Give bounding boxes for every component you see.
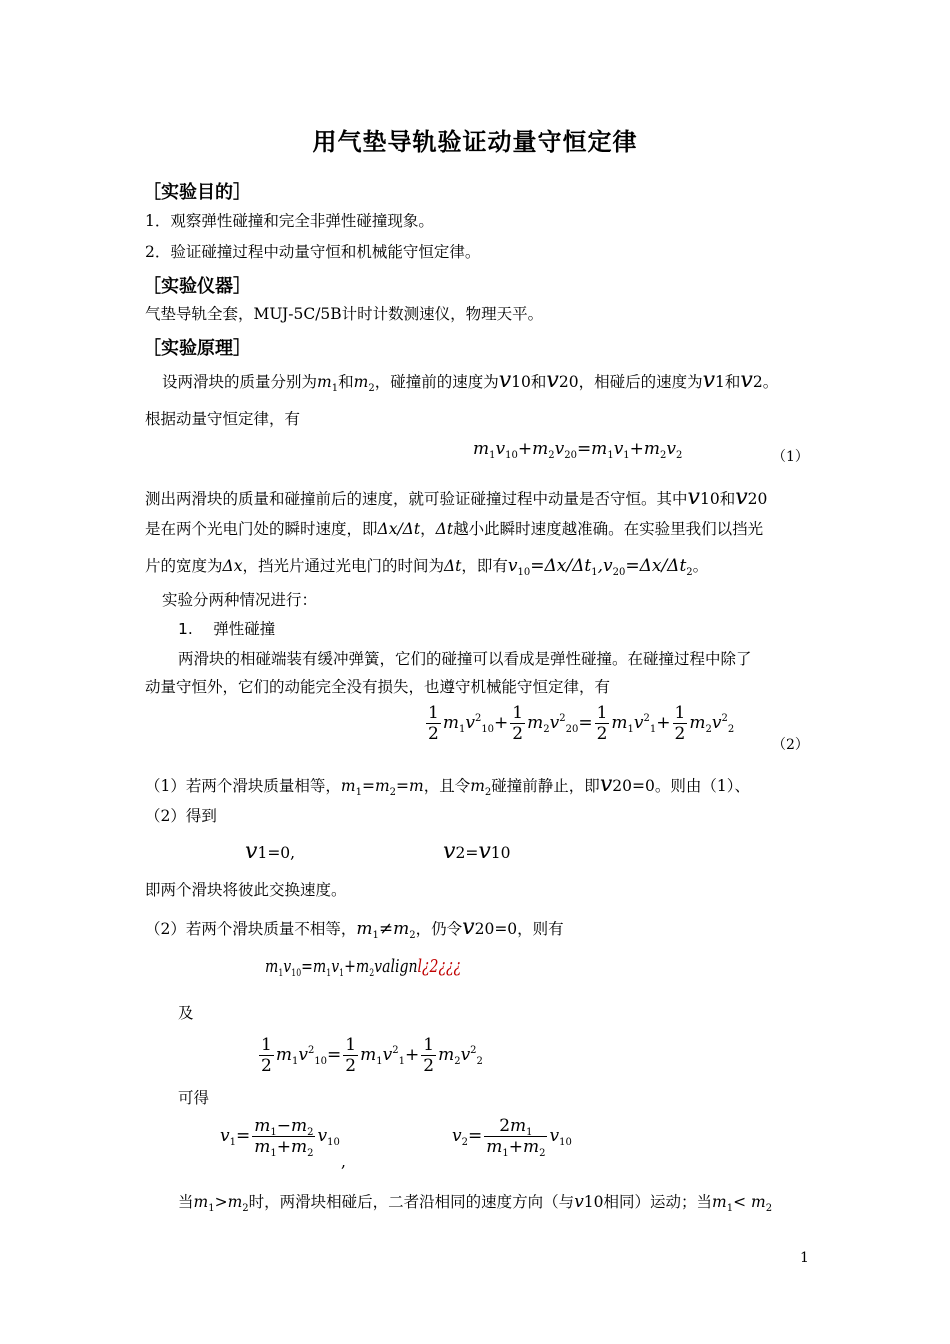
solution-comma: ,	[341, 1153, 346, 1171]
case-1-line-1: （1）若两个滑块质量相等，$m_1=m_2=m$，且令$m_2$碰撞前静止，即v20=0。则由（1）、	[145, 772, 750, 798]
principle-paragraph-line-2: 根据动量守恒定律，有	[145, 410, 301, 428]
last-line: 当$m_1>m_2$时，两滑块相碰后，二者沿相同的速度方向（与v10相同）运动；当$m_1< m_2$	[178, 1192, 773, 1214]
paragraph-3: 实验分两种情况进行：	[162, 591, 318, 609]
result-v1: v1=0,	[245, 839, 296, 864]
case-2-line-1: （2）若两个滑块质量不相等，$m_1\ne m_2$，仍令v20=0，则有	[145, 915, 564, 941]
exchange-text: 即两个滑块将彼此交换速度。	[145, 881, 347, 899]
equation-1-number: （1）	[772, 449, 809, 465]
and-text: 及	[178, 1004, 194, 1022]
purpose-item-2: 2．验证碰撞过程中动量守恒和机械能守恒定律。	[145, 243, 481, 261]
purpose-item-1: 1．观察弹性碰撞和完全非弹性碰撞现象。	[145, 212, 434, 230]
paragraph-2-line-1: 测出两滑块的质量和碰撞前后的速度，就可验证碰撞过程中动量是否守恒。其中v10和v20	[145, 485, 768, 510]
heading-purpose: ［实验目的］	[143, 182, 251, 203]
page-number: 1	[800, 1250, 809, 1266]
equation-1: $m_1v_{10}+m_2v_{20}=m_1v_1+m_2v_2$	[473, 439, 683, 461]
solution-v1: $v_1=$ $\frac{m_1-m_2}{m_1+m_2}$ $v_{10}$	[220, 1116, 340, 1159]
paragraph-2-line-3: 片的宽度为Δx，挡光片通过光电门的时间为Δt，即有$v_{10}=\Delta x/\Delta t_1,v_{20}=\Delta x/\Delta t_2$。	[145, 556, 709, 578]
equation-2: $\frac{1}{2}$ $m_1v^2_{10}+$ $\frac{1}{2}$ $m_2v^2_{20}=$ $\frac{1}{2}$ $m_1v^2_1+$ $\frac{1}{2}$ $m_2v^2_2$	[428, 703, 735, 744]
equation-2-number: （2）	[772, 737, 809, 753]
solution-v2: $v_2=$ $\frac{2m_1}{m_1+m_2}$ $v_{10}$	[452, 1116, 572, 1159]
obtain-text: 可得	[178, 1089, 210, 1107]
case-1-line-2: （2）得到	[145, 807, 217, 825]
principle-paragraph-line-1: 设两滑块的质量分别为$m_1$和$m_2$，碰撞前的速度为v10和v20，相碰后的速度为v1和v2。	[162, 368, 779, 394]
broken-equation: $m_1v_{10}=m_1v_1+m_2valignl¿2¿¿¿$	[265, 956, 462, 979]
heading-instruments: ［实验仪器］	[143, 276, 251, 297]
instruments-text: 气垫导轨全套，MUJ-5C/5B计时计数测速仪，物理天平。	[145, 305, 544, 323]
paragraph-2-line-2: 是在两个光电门处的瞬时速度，即Δx/Δt，Δt越小此瞬时速度越准确。在实验里我们以挡光	[145, 520, 764, 538]
heading-principle: ［实验原理］	[143, 338, 251, 359]
result-v2: v2=v10	[443, 839, 511, 864]
subheading-elastic-collision: 1. 弹性碰撞	[178, 620, 276, 638]
page-title: 用气垫导轨验证动量守恒定律	[312, 128, 638, 156]
paragraph-4-line-1: 两滑块的相碰端装有缓冲弹簧，它们的碰撞可以看成是弹性碰撞。在碰撞过程中除了	[178, 650, 752, 668]
equation-energy: $\frac{1}{2}$ $m_1v^2_{10}=$ $\frac{1}{2}$ $m_1v^2_1+$ $\frac{1}{2}$ $m_2v^2_2$	[261, 1035, 483, 1076]
paragraph-4-line-2: 动量守恒外，它们的动能完全没有损失，也遵守机械能守恒定律，有	[145, 678, 611, 696]
